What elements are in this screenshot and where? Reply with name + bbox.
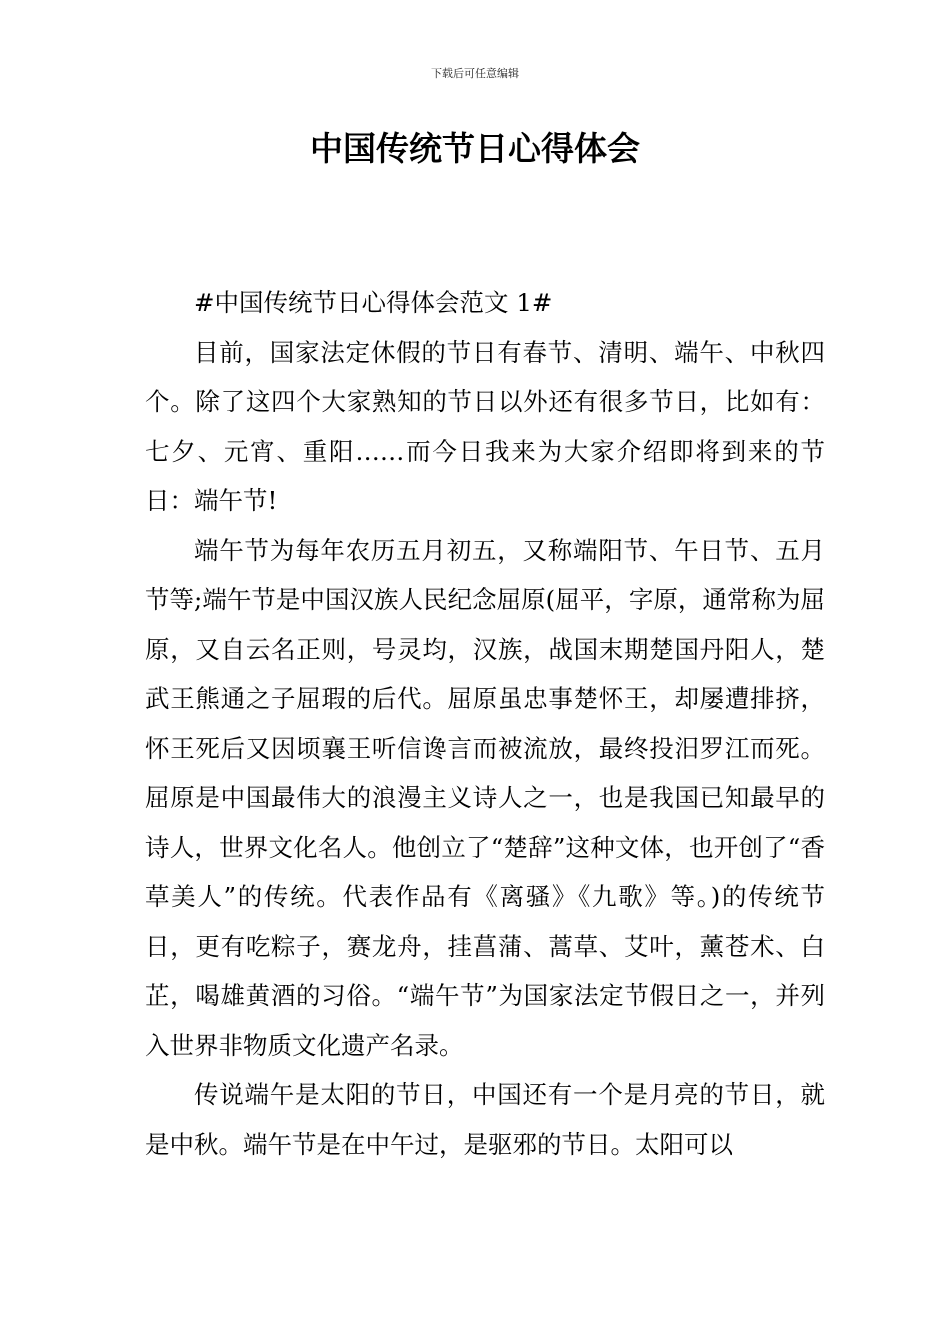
paragraph: 端午节为每年农历五月初五，又称端阳节、午日节、五月节等;端午节是中国汉族人民纪念屈原(屈平，字原，通常称为屈原，又自云名正则，号灵均，汉族，战国末期楚国丹阳人，楚武王熊通之子屈瑕的后代。屈原虽忠事楚怀王，却屡遭排挤，怀王死后又因顷襄王听信谗言而被流放，最终投汨罗江而死。屈原是中国最伟大的浪漫主义诗人之一，也是我国已知最早的诗人，世界文化名人。他创立了“楚辞”这种文体，也开创了“香草美人”的传统。代表作品有《离骚》《九歌》等。)的传统节日，更有吃粽子，赛龙舟，挂菖蒲、蒿草、艾叶，薰苍术、白芷，喝雄黄酒的习俗。“端午节”为国家法定节假日之一，并列入世界非物质文化遗产名录。 (145, 535, 825, 1060)
paragraph: 目前，国家法定休假的节日有春节、清明、端午、中秋四个。除了这四个大家熟知的节日以外还有很多节日，比如有：七夕、元宵、重阳……而今日我来为大家介绍即将到来的节日：端午节! (145, 337, 825, 515)
document-body (145, 278, 825, 1169)
download-note: 下载后可任意编辑 (431, 67, 519, 80)
paragraph: 传说端午是太阳的节日，中国还有一个是月亮的节日，就是中秋。端午节是在中午过，是驱邪的节日。太阳可以 (145, 1080, 825, 1159)
section-heading: #中国传统节日心得体会范文 1# (194, 288, 553, 317)
document-title: 中国传统节日心得体会 (310, 129, 640, 168)
